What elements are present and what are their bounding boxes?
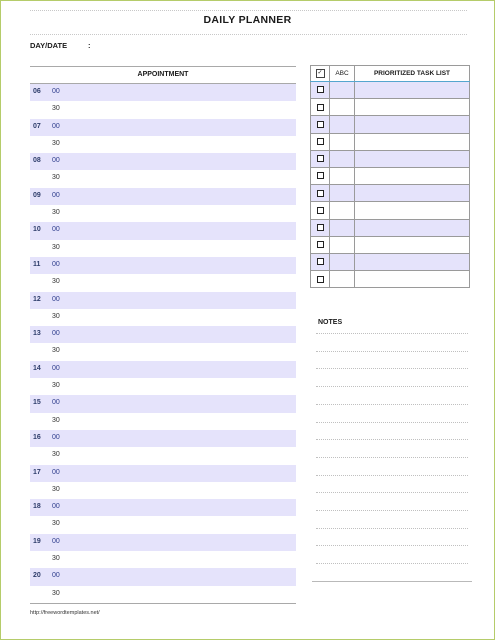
task-text-cell[interactable] [355, 271, 470, 288]
notes-line[interactable] [316, 333, 468, 334]
task-row [311, 185, 470, 202]
minute-label: 30 [52, 451, 60, 459]
notes-bottom-rule [312, 581, 472, 582]
minute-label: 30 [52, 555, 60, 563]
task-check-cell [311, 202, 330, 219]
minute-label: 30 [52, 278, 60, 286]
minute-label: 30 [52, 174, 60, 182]
notes-line[interactable] [316, 528, 468, 529]
task-row [311, 82, 470, 99]
task-priority-cell[interactable] [330, 202, 355, 219]
checkbox-icon[interactable] [317, 138, 324, 145]
notes-line[interactable] [316, 492, 468, 493]
task-check-cell [311, 116, 330, 133]
appointment-slot[interactable] [30, 257, 296, 274]
appointment-slot[interactable] [30, 482, 296, 499]
checkbox-icon[interactable] [317, 207, 324, 214]
hour-label: 18 [33, 503, 41, 511]
minute-label: 00 [52, 399, 60, 407]
task-text-cell[interactable] [355, 99, 470, 116]
task-priority-cell[interactable] [330, 99, 355, 116]
hour-label: 07 [33, 122, 41, 130]
appointment-slot[interactable] [30, 240, 296, 257]
hour-label: 15 [33, 399, 41, 407]
top-divider [30, 10, 467, 11]
hour-label: 06 [33, 88, 41, 95]
task-check-cell [311, 167, 330, 184]
checkbox-icon[interactable] [317, 224, 324, 231]
appointment-slot[interactable] [30, 188, 296, 205]
task-priority-cell[interactable] [330, 116, 355, 133]
task-text-cell[interactable] [355, 82, 470, 99]
notes-label: NOTES [318, 319, 343, 326]
task-check-cell [311, 82, 330, 99]
checkbox-icon[interactable] [317, 276, 324, 283]
notes-line[interactable] [316, 404, 468, 405]
footer-url[interactable]: http://freewordtemplates.net/ [30, 610, 100, 616]
appointment-rows [30, 84, 296, 603]
task-row [311, 236, 470, 253]
task-row [311, 202, 470, 219]
minute-label: 30 [52, 209, 60, 217]
title-divider [30, 34, 467, 35]
checkbox-icon[interactable] [317, 241, 324, 248]
minute-label: 00 [52, 295, 60, 303]
appointment-section [30, 66, 296, 604]
task-text-cell[interactable] [355, 253, 470, 270]
minute-label: 00 [52, 468, 60, 476]
check-column-header [311, 66, 330, 82]
task-row [311, 99, 470, 116]
checkbox-icon[interactable] [317, 86, 324, 93]
hour-label: 11 [33, 260, 41, 268]
appointment-slot[interactable] [30, 309, 296, 326]
minute-label: 00 [52, 122, 60, 130]
task-row [311, 150, 470, 167]
minute-label: 00 [52, 157, 60, 165]
hour-label: 08 [33, 157, 41, 165]
task-priority-cell[interactable] [330, 82, 355, 99]
task-priority-cell[interactable] [330, 253, 355, 270]
task-text-cell[interactable] [355, 133, 470, 150]
minute-label: 00 [52, 572, 60, 580]
appointment-slot[interactable] [30, 170, 296, 187]
hour-label: 10 [33, 226, 41, 234]
minute-label: 00 [52, 433, 60, 441]
task-row [311, 133, 470, 150]
day-date-separator: : [88, 41, 91, 50]
hour-label: 14 [33, 364, 41, 372]
minute-label: 30 [52, 382, 60, 390]
minute-label: 00 [52, 364, 60, 372]
minute-label: 00 [52, 537, 60, 545]
minute-label: 00 [52, 191, 60, 199]
minute-label: 30 [52, 105, 60, 113]
task-text-cell[interactable] [355, 167, 470, 184]
task-check-cell [311, 271, 330, 288]
appointment-slot[interactable] [30, 499, 296, 516]
notes-line[interactable] [316, 545, 468, 546]
minute-label: 30 [52, 589, 60, 597]
appointment-slot[interactable] [30, 465, 296, 482]
notes-line[interactable] [316, 475, 468, 476]
task-check-cell [311, 185, 330, 202]
appointment-header: APPOINTMENT [30, 66, 296, 84]
page-title: DAILY PLANNER [203, 14, 292, 26]
task-list-header: PRIORITIZED TASK LIST [355, 66, 470, 82]
appointment-slot[interactable] [30, 292, 296, 309]
appointment-slot[interactable] [30, 395, 296, 412]
minute-label: 30 [52, 520, 60, 528]
hour-label: 09 [33, 191, 41, 199]
appointment-slot[interactable] [30, 326, 296, 343]
checkbox-icon[interactable] [317, 121, 324, 128]
minute-label: 30 [52, 312, 60, 320]
task-check-cell [311, 133, 330, 150]
task-check-cell [311, 99, 330, 116]
appointment-slot[interactable] [30, 205, 296, 222]
appointment-slot[interactable] [30, 447, 296, 464]
task-check-cell [311, 219, 330, 236]
appointment-slot[interactable] [30, 551, 296, 568]
minute-label: 00 [52, 503, 60, 511]
minute-label: 30 [52, 485, 60, 493]
notes-line[interactable] [316, 386, 468, 387]
appointment-slot[interactable] [30, 534, 296, 551]
task-row [311, 116, 470, 133]
hour-label: 12 [33, 295, 41, 303]
appointment-slot[interactable] [30, 586, 296, 603]
notes-line[interactable] [316, 368, 468, 369]
checkbox-icon[interactable] [317, 190, 324, 197]
notes-line[interactable] [316, 510, 468, 511]
minute-label: 30 [52, 347, 60, 355]
minute-label: 00 [52, 260, 60, 268]
task-check-cell [311, 236, 330, 253]
minute-label: 30 [52, 139, 60, 147]
task-priority-cell[interactable] [330, 150, 355, 167]
task-check-cell [311, 150, 330, 167]
notes-line[interactable] [316, 351, 468, 352]
checkbox-icon[interactable] [317, 104, 324, 111]
appointment-slot[interactable] [30, 101, 296, 118]
task-text-cell[interactable] [355, 219, 470, 236]
notes-line[interactable] [316, 439, 468, 440]
checkbox-icon[interactable] [317, 155, 324, 162]
task-priority-cell[interactable] [330, 133, 355, 150]
task-row [311, 167, 470, 184]
appointment-slot[interactable] [30, 361, 296, 378]
appointment-slot[interactable] [30, 274, 296, 291]
task-text-cell[interactable] [355, 185, 470, 202]
task-text-cell[interactable] [355, 202, 470, 219]
hour-label: 20 [33, 572, 41, 580]
task-text-cell[interactable] [355, 236, 470, 253]
hour-label: 16 [33, 433, 41, 441]
minute-label: 00 [52, 226, 60, 234]
task-priority-cell[interactable] [330, 167, 355, 184]
appointment-slot[interactable] [30, 516, 296, 533]
appointment-slot[interactable] [30, 153, 296, 170]
hour-label: 13 [33, 330, 41, 338]
task-priority-cell[interactable] [330, 185, 355, 202]
notes-line[interactable] [316, 422, 468, 423]
checkbox-icon[interactable] [317, 172, 324, 179]
appointment-slot[interactable] [30, 430, 296, 447]
notes-line[interactable] [316, 563, 468, 564]
task-header-row [311, 66, 470, 82]
minute-label: 00 [52, 330, 60, 338]
appointment-slot[interactable] [30, 119, 296, 136]
minute-label: 30 [52, 416, 60, 424]
checkmark-icon: ✓ [317, 70, 323, 76]
task-text-cell[interactable] [355, 116, 470, 133]
task-priority-cell[interactable] [330, 271, 355, 288]
notes-line[interactable] [316, 457, 468, 458]
appointment-slot[interactable] [30, 222, 296, 239]
abc-column-header: ABC [330, 66, 355, 82]
appointment-slot[interactable] [30, 568, 296, 585]
appointment-slot[interactable] [30, 413, 296, 430]
task-priority-cell[interactable] [330, 219, 355, 236]
minute-label: 30 [52, 243, 60, 251]
day-date-label: DAY/DATE [30, 41, 68, 50]
minute-label: 00 [52, 88, 60, 95]
hour-label: 19 [33, 537, 41, 545]
appointment-slot[interactable] [30, 378, 296, 395]
appointment-slot[interactable] [30, 343, 296, 360]
task-check-cell [311, 253, 330, 270]
task-row [311, 271, 470, 288]
appointment-slot[interactable] [30, 136, 296, 153]
task-text-cell[interactable] [355, 150, 470, 167]
hour-label: 17 [33, 468, 41, 476]
task-row [311, 253, 470, 270]
task-priority-cell[interactable] [330, 236, 355, 253]
checkbox-icon[interactable] [317, 258, 324, 265]
task-row [311, 219, 470, 236]
appointment-slot[interactable] [30, 84, 296, 101]
task-list-table [310, 65, 470, 288]
